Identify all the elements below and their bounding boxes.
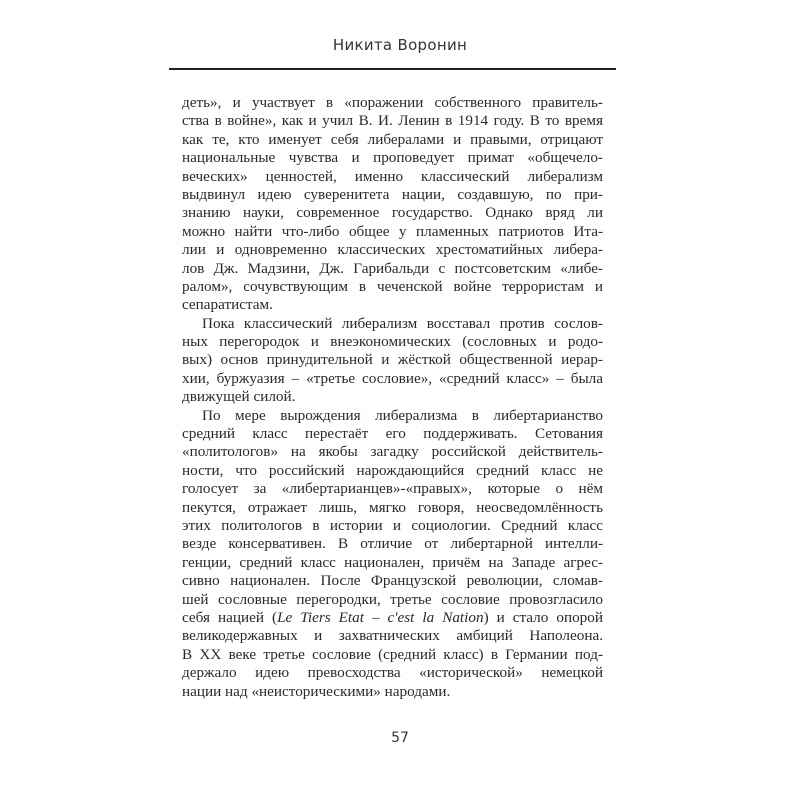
paragraph-3 [182, 407, 603, 701]
text-line [182, 609, 603, 627]
text-line: ралом», сочувствующим в чеченской войне террористам и [182, 277, 603, 295]
text-line: шей сословные перегородки, третье сословие провозгласило [182, 590, 603, 608]
text-line: ства в войне», как и учил В. И. Ленин в 1914 году. В то время [182, 112, 603, 130]
text-line: лии и одновременно классических хрестоматийных либера- [182, 241, 603, 259]
paragraph-2 [182, 315, 603, 407]
text-line: средний класс перестаёт его поддерживать. Сетования [182, 425, 603, 443]
page-number: 57 [391, 730, 409, 746]
page-body [182, 94, 603, 701]
text-line: лов Дж. Мадзини, Дж. Гарибальди с постсоветским «либе- [182, 259, 603, 277]
text-line: Пока классический либерализм восставал против сослов- [202, 314, 603, 332]
header-rule [169, 68, 616, 70]
text-line: веческих» ценностей, именно классический либерализм [182, 167, 603, 185]
text-line: вых) основ принудительной и жёсткой общественной иерар- [182, 351, 603, 369]
text-line: ных перегородок и внеэкономических (сословных и родо- [182, 333, 603, 351]
text-line: национальные чувства и проповедует примат «общечело- [182, 149, 603, 167]
text-line: нации над «неисторическими» народами. [182, 682, 451, 700]
text-line: По мере вырождения либерализма в либертарианство [202, 406, 603, 424]
text-span: ) и стало опорой [483, 608, 603, 626]
text-line: деть», и участвует в «поражении собственного правитель- [182, 94, 603, 111]
text-line: генции, средний класс национален, причём на Западе агрес- [182, 553, 603, 571]
text-span: себя нацией ( [182, 608, 278, 626]
text-line: пекутся, отражает лишь, мягко говоря, неосведомлённость [182, 498, 603, 516]
text-line: знанию науки, современное государство. Однако вряд ли [182, 204, 603, 222]
text-line: везде консервативен. В отличие от либертарной интелли- [182, 535, 603, 553]
text-line: В XX веке третье сословие (средний класс) в Германии под- [182, 645, 603, 663]
text-line: движущей силой. [182, 388, 296, 406]
text-line: голосует за «либертарианцев»-«правых», которые о нём [182, 480, 603, 498]
text-line: этих политологов в истории и социологии. Средний класс [182, 516, 603, 534]
text-line: хии, буржуазия – «третье сословие», «средний класс» – была [182, 369, 603, 387]
text-line: сепаратистам. [182, 296, 273, 314]
text-line: великодержавных и захватнических амбиций Наполеона. [182, 627, 603, 645]
text-line: сивно национален. После Французской революции, сломав- [182, 572, 603, 590]
text-line: выдвинул идею суверенитета нации, создавшую, по при- [182, 185, 603, 203]
text-line: держало идею превосходства «исторической» немецкой [182, 664, 603, 682]
text-line: ности, что российский нарождающийся средний класс не [182, 461, 603, 479]
text-line: «политологов» на якобы загадку российской действитель- [182, 443, 603, 461]
italic-phrase: Le Tiers Etat – c'est la Nation [277, 608, 484, 626]
paragraph-1 [182, 94, 603, 315]
text-line: можно найти что-либо общее у пламенных патриотов Ита- [182, 222, 603, 240]
text-line: как те, кто именует себя либералами и правыми, отрицают [182, 130, 603, 148]
running-header: Никита Воронин [332, 36, 468, 54]
